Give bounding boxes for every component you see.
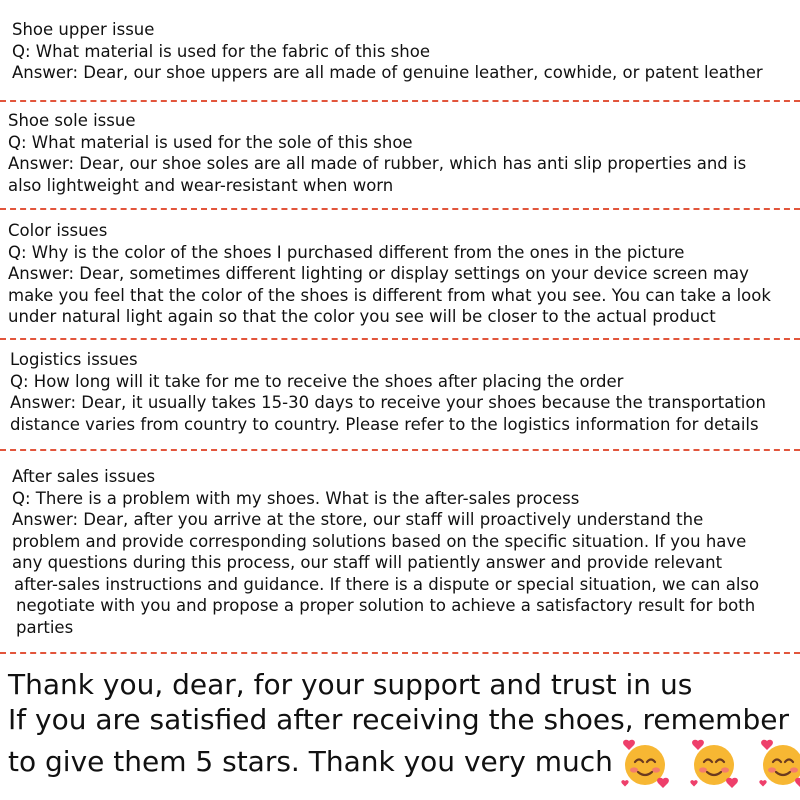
closing-line-with-emoji [8,737,798,789]
section-answer-line: Answer: Dear, our shoe soles are all made of rubber, which has anti slip properties and is [8,154,747,173]
section-answer-line: distance varies from country to country. Please refer to the logistics information for details [10,414,759,434]
section-answer-line: Answer: Dear, our shoe uppers are all made of genuine leather, cowhide, or patent leather [12,63,763,82]
section-answer-line: also lightweight and wear-resistant when worn [8,175,394,195]
closing-line-text: to give them 5 stars. Thank you very much [8,745,613,778]
dashed-divider [0,100,800,102]
section-title: After sales issues [12,467,156,486]
closing-line: Thank you, dear, for your support and trust in us [8,668,693,701]
section-title: Shoe upper issue [12,20,155,39]
section-title: Color issues [8,221,108,240]
section-title: Shoe sole issue [8,111,136,130]
faq-section-after-sales [12,466,800,638]
closing-message [8,667,798,789]
dashed-divider [0,338,800,340]
dashed-divider [0,208,800,210]
section-answer-line: under natural light again so that the color you see will be closer to the actual product [8,307,716,326]
faq-section-logistics [10,349,800,435]
faq-section-color [8,220,800,328]
section-answer-line: Answer: Dear, sometimes different lighting or display settings on your device screen may [8,264,749,283]
section-answer-line: problem and provide corresponding solutions based on the specific situation. If you have [12,531,747,551]
section-answer-line: any questions during this process, our staff will patiently answer and provide relevant [12,553,723,572]
section-question: Q: How long will it take for me to receive the shoes after placing the order [10,371,624,391]
section-question: Q: There is a problem with my shoes. What is the after-sales process [12,488,580,508]
dashed-divider [0,449,800,451]
emoji-row [619,737,800,789]
section-title: Logistics issues [10,350,138,369]
section-answer-line: Answer: Dear, it usually takes 15-30 days to receive your shoes because the transportation [10,393,766,412]
section-answer-line: after-sales instructions and guidance. If there is a dispute or special situation, we can also [14,574,760,594]
section-answer-line: Answer: Dear, after you arrive at the store, our staff will proactively understand the [12,510,704,529]
smiling-face-with-hearts-icon [757,737,800,789]
section-question: Q: What material is used for the fabric of this shoe [12,41,430,61]
smiling-face-with-hearts-icon [688,737,740,789]
section-answer-line: make you feel that the color of the shoes is different from what you see. You can take a look [8,285,771,305]
faq-section-shoe-sole [8,110,800,196]
faq-section-shoe-upper [12,19,800,84]
dashed-divider [0,652,800,654]
section-answer-line: negotiate with you and propose a proper solution to achieve a satisfactory result for both [16,596,756,615]
smiling-face-with-hearts-icon [619,737,671,789]
section-answer-line: parties [16,617,74,637]
section-question: Q: What material is used for the sole of this shoe [8,132,413,152]
closing-line: If you are satisfied after receiving the shoes, remember [8,703,789,736]
section-question: Q: Why is the color of the shoes I purchased different from the ones in the picture [8,242,685,262]
